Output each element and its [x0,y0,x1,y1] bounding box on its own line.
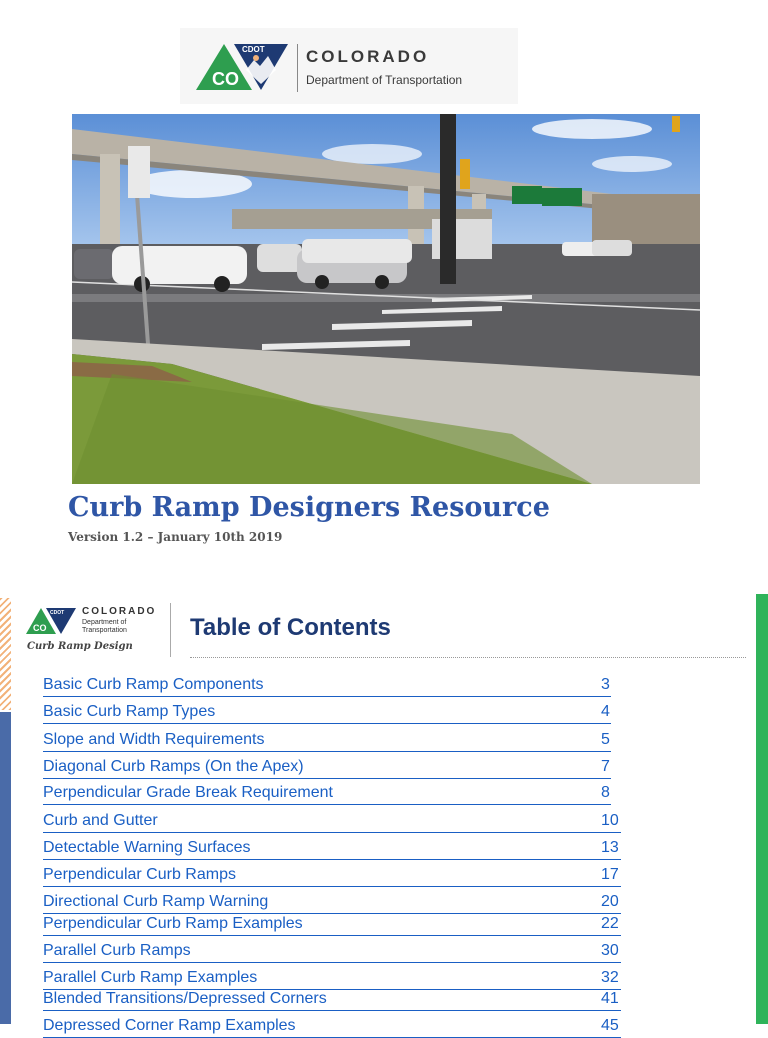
toc-entry-page: 5 [601,731,610,748]
toc-entry-label: Perpendicular Curb Ramp Examples [43,915,303,932]
right-accent-bar [756,594,768,1024]
logo-badge-text: CO [212,69,239,89]
cdot-logo-icon [196,40,292,94]
toc-logo-separator [170,603,171,657]
toc-entry-page: 41 [601,990,619,1007]
toc-entry[interactable] [43,915,623,935]
toc-entry[interactable] [43,942,623,962]
cover-photo-intersection [72,114,700,484]
cover-version: Version 1.2 – January 10th 2019 [68,530,283,544]
toc-entry-underline [43,804,611,805]
toc-entry[interactable] [43,676,623,696]
toc-entry-label: Diagonal Curb Ramps (On the Apex) [43,758,304,775]
mini-logo-wordmark: COLORADO [82,606,157,617]
toc-entry-underline [43,935,621,936]
toc-entry-underline [43,832,621,833]
logo-wordmark: COLORADO [306,47,430,66]
mini-badge-text: CO [33,623,47,633]
toc-entry-label: Basic Curb Ramp Components [43,676,264,693]
toc-title: Table of Contents [190,614,391,641]
toc-entry[interactable] [43,893,623,913]
toc-entry[interactable] [43,1017,623,1037]
mini-logo-subtitle-line2: Transportation [82,627,127,634]
toc-entry-underline [43,1010,621,1011]
left-accent-stripes [0,598,11,710]
cdot-mini-logo-icon [26,606,78,636]
toc-entry-page: 32 [601,969,619,986]
toc-entry[interactable] [43,866,623,886]
toc-entry[interactable] [43,703,623,723]
toc-entry-underline [43,723,611,724]
mini-logo-subtitle [82,619,162,635]
mini-logo-tag: Curb Ramp Design [27,641,133,652]
logo-separator [297,44,298,92]
toc-entry-page: 8 [601,784,610,801]
toc-entry-label: Directional Curb Ramp Warning [43,893,269,910]
toc-entry-underline [43,696,611,697]
toc-entry-page: 7 [601,758,610,775]
toc-entry-label: Perpendicular Curb Ramps [43,866,236,883]
toc-entry-page: 17 [601,866,619,883]
toc-entry-page: 20 [601,893,619,910]
toc-entry-underline [43,751,611,752]
toc-entry-label: Curb and Gutter [43,812,158,829]
toc-entry-underline [43,778,611,779]
left-accent-bar [0,712,11,1024]
toc-entry-label: Parallel Curb Ramp Examples [43,969,258,986]
cover-title: Curb Ramp Designers Resource [68,492,550,523]
toc-entry-label: Perpendicular Grade Break Requirement [43,784,333,801]
logo-badge-top: CDOT [242,45,265,54]
toc-entry-label: Detectable Warning Surfaces [43,839,251,856]
toc-entry-page: 3 [601,676,610,693]
toc-entry-page: 22 [601,915,619,932]
toc-entry-page: 45 [601,1017,619,1034]
toc-entry-label: Basic Curb Ramp Types [43,703,216,720]
toc-entry[interactable] [43,990,623,1010]
toc-entry[interactable] [43,812,623,832]
toc-entry-label: Depressed Corner Ramp Examples [43,1017,296,1034]
toc-entry[interactable] [43,731,623,751]
toc-entry-page: 13 [601,839,619,856]
toc-entry-label: Slope and Width Requirements [43,731,265,748]
logo-subtitle: Department of Transportation [306,73,463,87]
mini-logo-subtitle-line1: Department of [82,619,127,626]
toc-entry-underline [43,859,621,860]
toc-entry-page: 10 [601,812,619,829]
toc-dotted-rule [190,657,746,658]
toc-entry-label: Blended Transitions/Depressed Corners [43,990,327,1007]
toc-entry-underline [43,962,621,963]
toc-entry-page: 4 [601,703,610,720]
toc-entry[interactable] [43,969,623,989]
toc-entry-underline [43,886,621,887]
toc-entry-label: Parallel Curb Ramps [43,942,191,959]
toc-entry-page: 30 [601,942,619,959]
toc-entry[interactable] [43,784,623,804]
toc-entry[interactable] [43,758,623,778]
toc-entry-underline [43,913,621,914]
toc-entry[interactable] [43,839,623,859]
mini-badge-top: CDOT [50,610,65,616]
